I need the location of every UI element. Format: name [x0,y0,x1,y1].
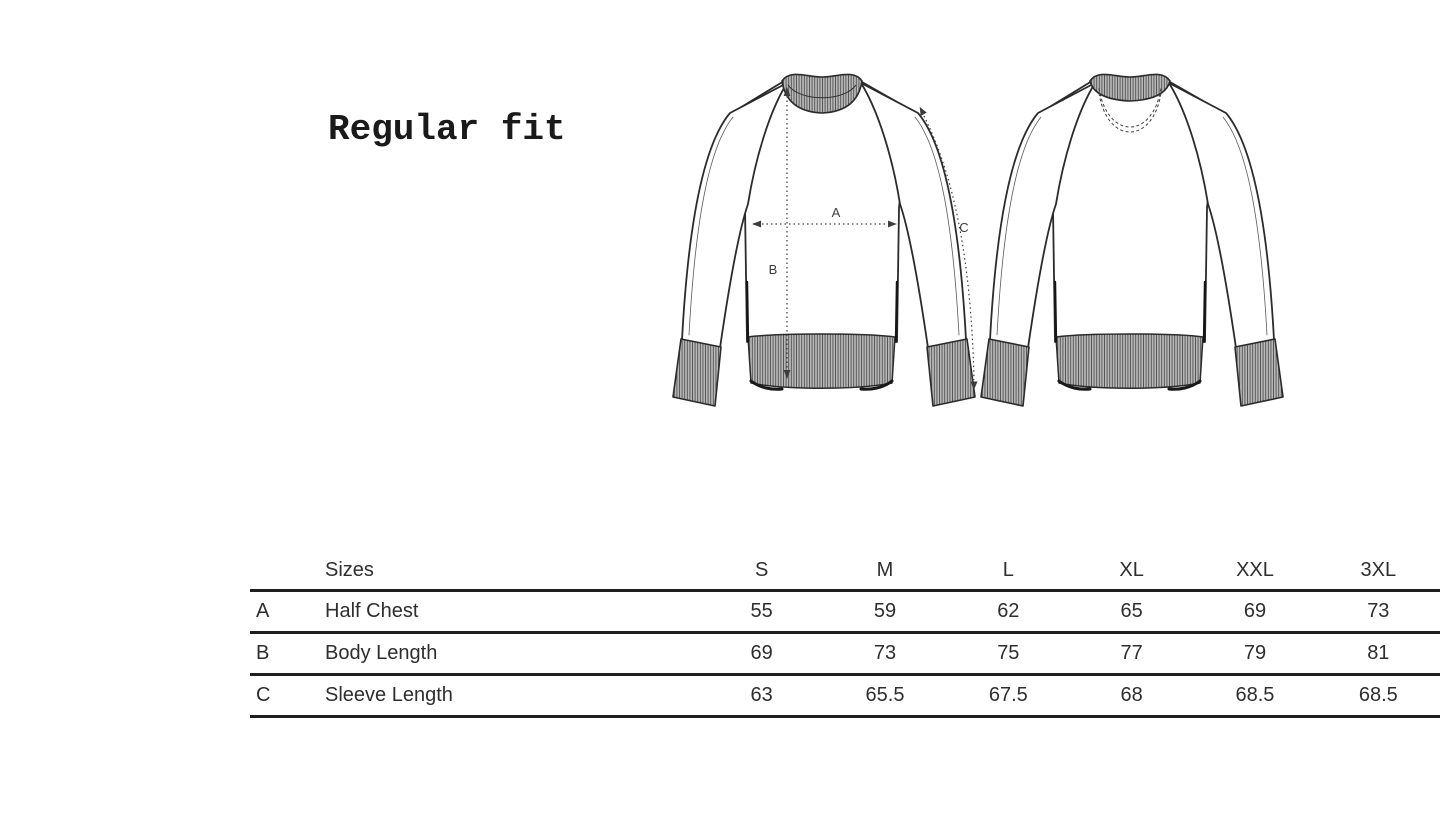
measurement-value: 69 [750,642,773,664]
measurement-value: 75 [997,642,1020,664]
measurement-value: 65.5 [865,684,905,706]
measurement-value: 73 [1367,600,1390,622]
size-column-header-xl: XL [1119,559,1144,581]
size-column-header-s: S [754,559,769,581]
measurement-value: 63 [750,684,773,706]
measurement-value: 59 [873,600,897,622]
size-table-header-row [250,552,1440,591]
measurement-value: 79 [1243,642,1267,664]
measurement-value: 73 [873,642,897,664]
size-table [250,552,1440,718]
measurement-value: 67.5 [988,684,1028,706]
table-row-half-chest [250,591,1440,633]
size-column-header-l: L [1002,559,1014,581]
dimension-label-b: B [768,262,778,277]
sweatshirt-front-drawing [673,74,978,406]
measurement-value: 68.5 [1358,684,1398,706]
measurement-value: 69 [1243,600,1267,622]
row-label: Body Length [325,642,438,664]
measurement-value: 68 [1120,684,1143,706]
measurement-value: 65 [1120,600,1143,622]
dimension-label-c: C [959,220,969,235]
measurement-value: 55 [750,600,773,622]
dimension-label-a: A [831,205,841,220]
measurement-value: 81 [1367,642,1390,664]
table-row-sleeve-length [250,675,1440,717]
measurement-value: 68.5 [1235,684,1275,706]
row-key: A [256,600,270,622]
row-label: Sleeve Length [325,684,453,706]
measurement-value: 62 [997,600,1020,622]
page-title: Regular fit [328,109,566,150]
header-spacer [250,552,320,591]
size-column-header-m: M [876,559,894,581]
size-column-header-xxl: XXL [1236,559,1274,581]
sizes-corner-label: Sizes [325,559,374,581]
garment-diagram [660,50,1300,420]
row-key: B [256,642,270,664]
measurement-value: 77 [1120,642,1143,664]
table-row-body-length [250,633,1440,675]
row-label: Half Chest [325,600,419,622]
sweatshirt-back-drawing [981,74,1283,406]
row-key: C [256,684,271,706]
size-column-header-3xl: 3XL [1360,559,1397,581]
